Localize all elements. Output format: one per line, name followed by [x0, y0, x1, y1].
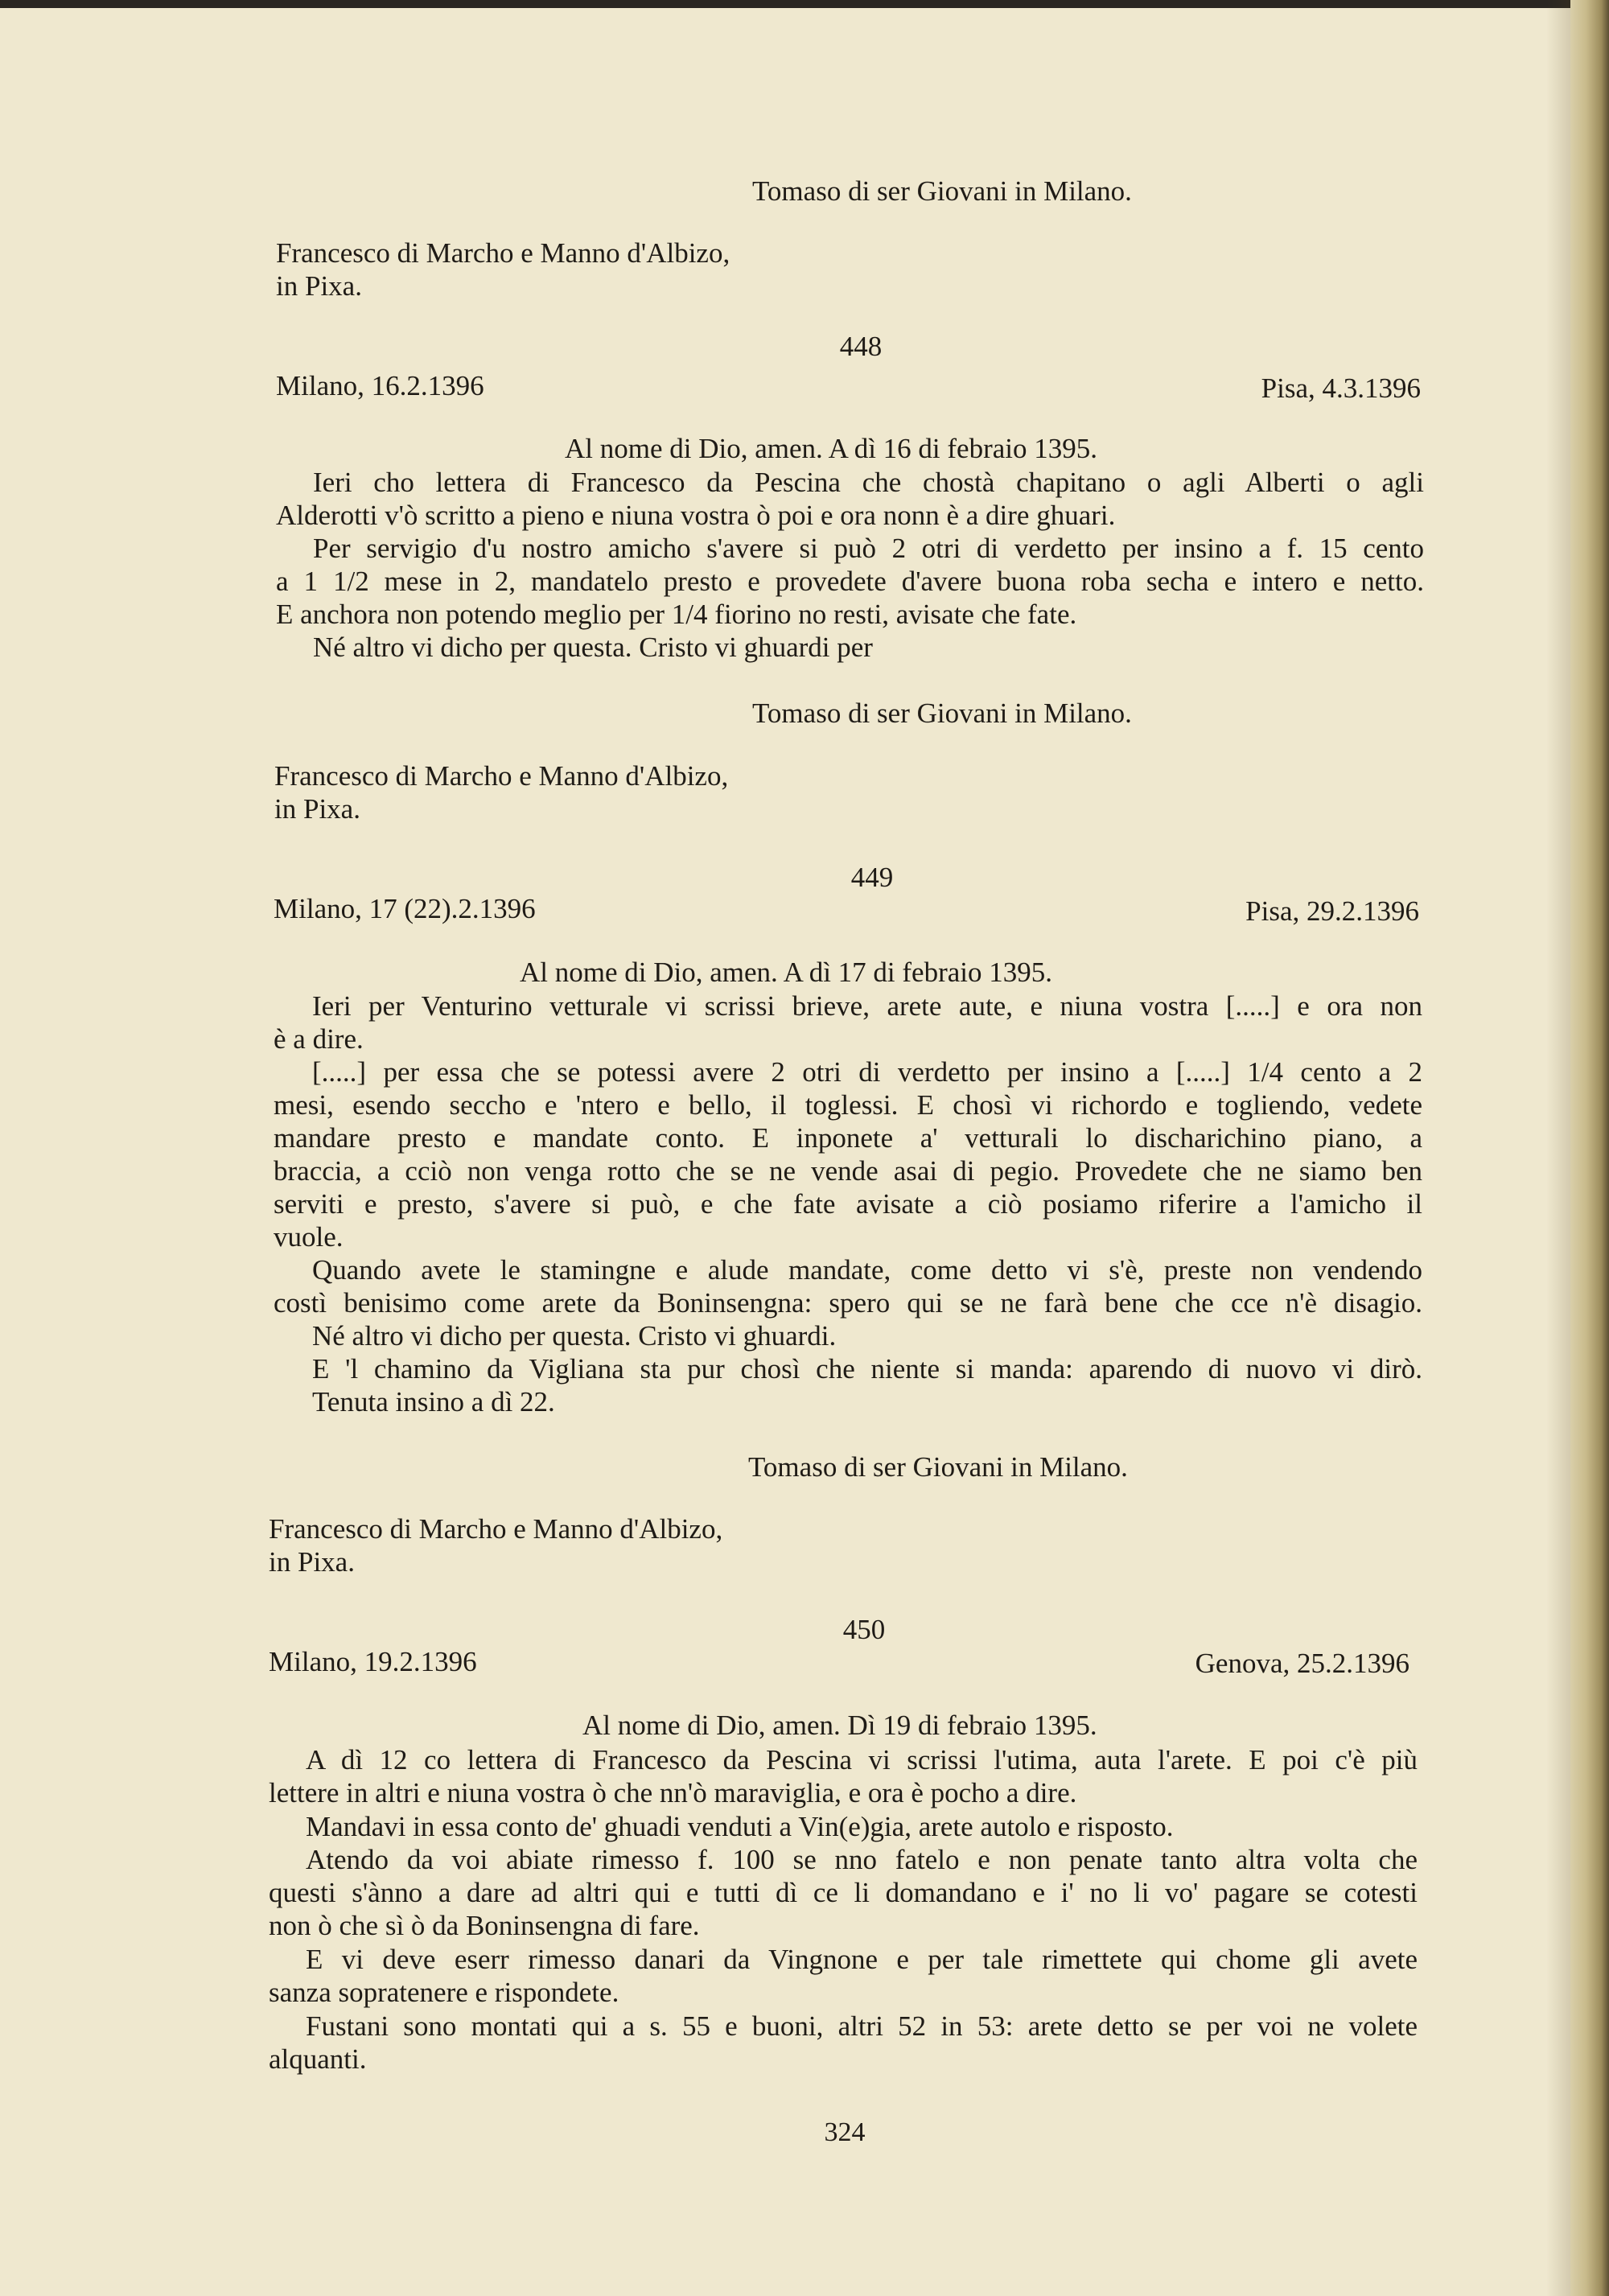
letter-448-line: Ieri cho lettera di Francesco da Pescina che chostà chapitano o agli Alberti o agli [313, 467, 1424, 498]
letter-448-line: a 1 1/2 mese in 2, mandatelo presto e provedete d'avere buona roba secha e intero e netto. [276, 566, 1424, 597]
letter-448-origin: Milano, 16.2.1396 [276, 370, 484, 401]
letter-449-line: Quando avete le stamingne e alude mandate, come detto vi s'è, preste non vendendo [312, 1254, 1422, 1286]
letter-448-line: Alderotti v'ò scritto a pieno e niuna vostra ò poi e ora nonn è a dire ghuari. [276, 500, 1116, 531]
letter-449-line: mesi, esendo secchо e 'ntero e bello, il toglessi. E chosì vi richordo e togliendo, vedete [274, 1089, 1422, 1121]
letter-448-line: Né altro vi dicho per questa. Cristo vi ghuardi per [313, 632, 873, 663]
letter-450-salutation: Al nome di Dio, amen. Dì 19 di febraio 1395. [582, 1710, 1097, 1741]
letter-450-line: sanza sopratenere e rispondete. [269, 1977, 619, 2008]
letter-449-line: E 'l chamino da Vigliana sta pur chosì che niente si manda: aparendo di nuovo vi dirò. [312, 1353, 1422, 1385]
letter-449-line: Ieri per Venturino vetturale vi scrissi brieve, arete aute, e niuna vostra [.....] e ora non [312, 990, 1422, 1022]
letter-449-number: 449 [850, 862, 894, 893]
letter-449-line: [.....] per essa che se potessi avere 2 otri di verdetto per insino a [.....] 1/4 cento a 2 [312, 1056, 1422, 1088]
letter-449-line: mandare presto e mandate conto. E inponete a' vetturali lo discharichino piano, a [274, 1122, 1422, 1154]
letter-450-destination: Genova, 25.2.1396 [1195, 1648, 1409, 1679]
intro-address-line1: Francesco di Marcho e Manno d'Albizo, [276, 237, 730, 269]
letter-449-line: Né altro vi dicho per questa. Cristo vi ghuardi. [312, 1320, 837, 1352]
letter-450-line: Atendo da voi abiate rimesso f. 100 se nno fatelo e non penate tanto altra volta che [306, 1844, 1418, 1875]
letter-450-origin: Milano, 19.2.1396 [269, 1646, 477, 1677]
letter-450-line: alquanti. [269, 2043, 367, 2075]
letter-450-line: Fustani sono montati qui a s. 55 e buoni, altri 52 in 53: arete detto se per voi ne volete [306, 2010, 1418, 2042]
letter-448-destination: Pisa, 4.3.1396 [1261, 372, 1421, 404]
letter-450-line: A dì 12 co lettera di Francesco da Pescina vi scrissi l'utima, auta l'arete. E poi c'è più [306, 1744, 1418, 1775]
letter-448-address-line1: Francesco di Marcho e Manno d'Albizo, [274, 760, 729, 792]
letter-449-line: è a dire. [274, 1023, 364, 1055]
letter-449-line: Tenuta insino a dì 22. [312, 1386, 555, 1418]
intro-address-line2: in Pixa. [276, 270, 362, 302]
letter-448-salutation: Al nome di Dio, amen. A dì 16 di febraio 1395. [565, 433, 1097, 464]
letter-449-destination: Pisa, 29.2.1396 [1245, 895, 1419, 927]
letter-448-address-line2: in Pixa. [274, 793, 360, 825]
letter-449-line: braccia, a cciò non venga rotto che se ne vende asai di pegio. Provedete che ne siamo ben [274, 1155, 1422, 1187]
letter-449-salutation: Al nome di Dio, amen. A dì 17 di febraio 1395. [520, 957, 1052, 988]
letter-449-address-line1: Francesco di Marcho e Manno d'Albizo, [269, 1513, 723, 1545]
letter-450-line: Mandavi in essa conto de' ghuadi venduti a Vin(e)gia, arete autolo e risposto. [306, 1811, 1174, 1842]
letter-449-origin: Milano, 17 (22).2.1396 [274, 893, 536, 924]
letter-450-line: questi s'ànno a dare ad altri qui e tutti dì ce li domandano e i' no li vo' pagare se cotesti [269, 1877, 1418, 1908]
letter-448-line: E anchora non potendo meglio per 1/4 fiorino no resti, avisate che fate. [276, 599, 1077, 630]
letter-448-signature: Tomaso di ser Giovani in Milano. [752, 697, 1132, 729]
letter-450-line: E vi deve eserr rimesso danari da Vingnone e per tale rimettete qui chome gli avete [306, 1944, 1418, 1975]
letter-450-number: 450 [842, 1614, 886, 1645]
letter-448-number: 448 [839, 331, 883, 362]
letter-450-line: lettere in altri e niuna vostra ò che nn'ò maraviglia, e ora è pocho a dire. [269, 1777, 1077, 1808]
page-number: 324 [824, 2117, 866, 2147]
letter-449-line: serviti e presto, s'avere si può, e che fate avisate a ciò posiamo riferire a l'amicho il [274, 1188, 1422, 1220]
letter-449-address-line2: in Pixa. [269, 1546, 355, 1578]
letter-450-line: non ò che sì ò da Boninsengna di fare. [269, 1910, 700, 1941]
letter-449-line: costì benisimo come arete da Boninsengna: spero qui se ne farà bene che cce n'è disagio. [274, 1287, 1422, 1319]
letter-449-line: vuole. [274, 1221, 344, 1253]
letter-448-line: Per servigio d'u nostro amicho s'avere si può 2 otri di verdetto per insino a f. 15 cento [313, 533, 1424, 564]
letter-449-signature: Tomaso di ser Giovani in Milano. [748, 1451, 1128, 1483]
intro-signature: Tomaso di ser Giovani in Milano. [752, 175, 1132, 207]
